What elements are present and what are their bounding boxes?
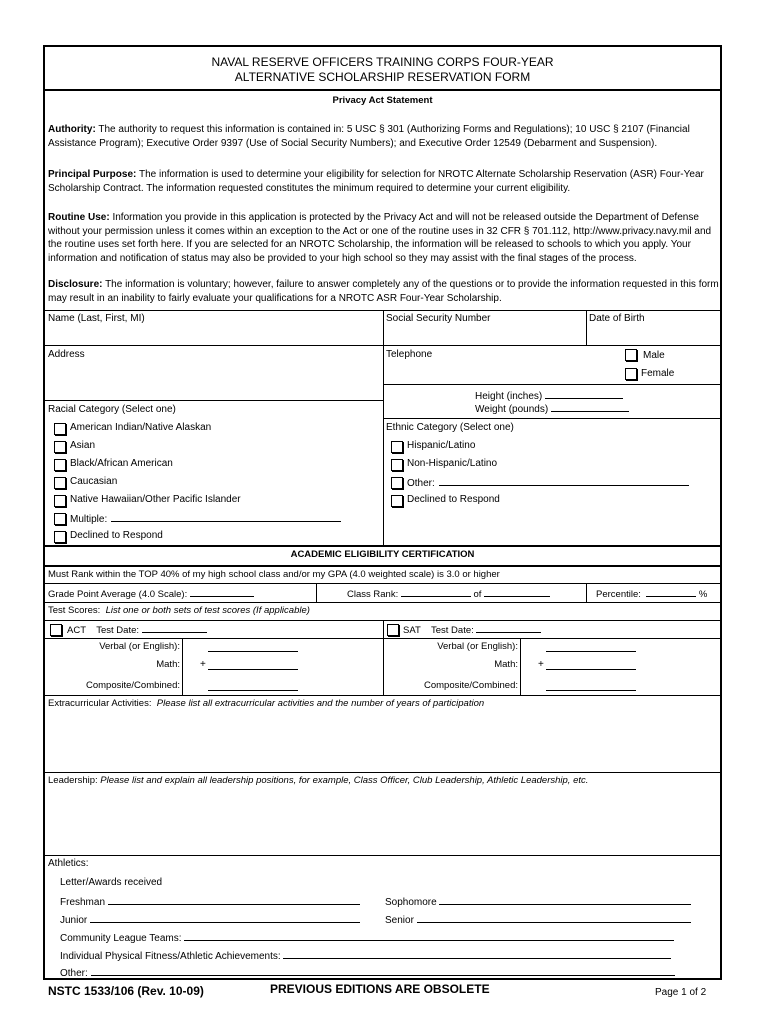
racial-4-checkbox[interactable] [54, 495, 66, 507]
racial-5-checkbox[interactable] [54, 513, 66, 525]
divider [44, 695, 721, 696]
telephone-field[interactable]: Telephone [386, 349, 433, 360]
extracurricular-field[interactable] [48, 698, 484, 709]
sat-checkbox[interactable] [387, 624, 399, 636]
score-input[interactable] [208, 651, 298, 652]
plus-sign: + [200, 659, 206, 670]
purpose-text: The information is used to determine your eligibility for selection for NROTC Alternate Scholarship Reservation (ASR) Four-Year Scholarship Contract. The information requested constitutes the minimum required to determine your current eligibility. [48, 169, 704, 194]
routine-text: Information you provide in this application is protected by the Privacy Act and will not be released outside the Department of Defense without your permission unless it comes within an exception to the Act or one of the routine uses in 32 CFR § 701.112, http://www.privacy.navy.mil and the routine uses set forth here. If you are selected for an NROTC Scholarship, the information will be released to schools to which you apply. Your information and notification of status may also be provided to your high school so they may assist with the final stages of the process. [48, 212, 712, 264]
title-line-2: ALTERNATIVE SCHOLARSHIP RESERVATION FORM [234, 70, 531, 84]
racial-1-label: Asian [70, 440, 96, 451]
ethnic-0-option [407, 440, 475, 451]
name-field[interactable]: Name (Last, First, MI) [48, 313, 145, 324]
score-label: Verbal (or English): [437, 641, 518, 652]
test-date-label: Test Date: [96, 625, 140, 636]
ethnic-0-checkbox[interactable] [391, 441, 403, 453]
academic-heading: ACADEMIC ELIGIBILITY CERTIFICATION [290, 549, 475, 560]
test-scores-label: Test Scores: [48, 605, 101, 616]
racial-2-label: Black/African American [70, 458, 173, 469]
junior-label: Junior [60, 915, 88, 926]
authority-text: The authority to request this information is contained in: 5 USC § 301 (Authorizing Forms and Regulations); 10 USC § 2107 (Financial Assistance Program); Executive Order 9397 (Use of Social Security Numbers); and Executive Order 12549 (Debarment and Suspension). [48, 124, 690, 149]
female-checkbox[interactable] [625, 368, 637, 380]
divider [44, 545, 721, 547]
score-label: Math: [494, 659, 518, 670]
racial-category-label: Racial Category (Select one) [48, 404, 176, 415]
sophomore-field[interactable] [385, 895, 691, 908]
racial-2-option [70, 458, 173, 469]
divider [383, 384, 721, 385]
weight-label: Weight (pounds) [475, 404, 549, 415]
racial-1-checkbox[interactable] [54, 441, 66, 453]
percentile-label: Percentile: [596, 589, 641, 600]
form-title [44, 55, 721, 85]
racial-3-checkbox[interactable] [54, 477, 66, 489]
class-rank-field[interactable] [347, 587, 550, 600]
divider [44, 89, 721, 91]
ethnic-2-label: Other: [407, 478, 435, 489]
rank-requirement: Must Rank within the TOP 40% of my high school class and/or my GPA (4.0 weighted scale) is 3.0 or higher [48, 569, 500, 580]
gpa-label: Grade Point Average (4.0 Scale): [48, 589, 188, 600]
divider [586, 583, 587, 602]
divider [182, 638, 183, 695]
score-label: Composite/Combined: [424, 680, 518, 691]
divider [586, 310, 587, 345]
act-label: ACT [67, 625, 86, 636]
percent-sign: % [698, 589, 708, 600]
community-label: Community League Teams: [60, 933, 182, 944]
freshman-field[interactable] [60, 895, 360, 908]
disclosure-label: Disclosure: [48, 279, 103, 290]
divider [44, 855, 721, 856]
sophomore-label: Sophomore [385, 897, 437, 908]
divider [44, 602, 721, 603]
racial-6-checkbox[interactable] [54, 531, 66, 543]
community-field[interactable] [60, 931, 674, 944]
divider [44, 400, 383, 401]
height-field[interactable] [475, 389, 623, 402]
other-label: Other: [60, 968, 88, 979]
authority-label: Authority: [48, 124, 96, 135]
title-line-1: NAVAL RESERVE OFFICERS TRAINING CORPS FOUR-YEAR [211, 55, 554, 69]
form-number: NSTC 1533/106 (Rev. 10-09) [48, 984, 204, 998]
percentile-field[interactable] [596, 587, 707, 600]
senior-label: Senior [385, 915, 414, 926]
racial-5-label: Multiple: [70, 514, 108, 525]
divider [44, 565, 721, 567]
test-scores-line [48, 605, 310, 616]
ethnic-3-option [407, 494, 500, 505]
racial-5-option [70, 512, 341, 525]
privacy-heading: Privacy Act Statement [332, 95, 433, 106]
divider [44, 583, 721, 584]
racial-0-checkbox[interactable] [54, 423, 66, 435]
plus-sign: + [538, 659, 544, 670]
address-field[interactable]: Address [48, 349, 85, 360]
score-label: Composite/Combined: [86, 680, 180, 691]
divider [44, 772, 721, 773]
leadership-note: Please list and explain all leadership positions, for example, Class Officer, Club Leadership, Athletic Leadership, etc. [100, 775, 589, 786]
divider [383, 418, 721, 419]
ethnic-1-checkbox[interactable] [391, 459, 403, 471]
other-field[interactable] [60, 966, 675, 979]
freshman-label: Freshman [60, 897, 106, 908]
routine-label: Routine Use: [48, 212, 110, 223]
gpa-field[interactable] [48, 587, 254, 600]
dob-field[interactable]: Date of Birth [589, 313, 645, 324]
ethnic-3-checkbox[interactable] [391, 495, 403, 507]
letters-label: Letter/Awards received [60, 877, 163, 888]
ethnic-1-label: Non-Hispanic/Latino [407, 458, 498, 469]
disclosure-text: The information is voluntary; however, failure to answer completely any of the questions or to provide the information requested in this form may result in an inability to fairly evaluate your qualifications for a NROTC ASR Four-Year Scholarship. [48, 279, 719, 304]
junior-field[interactable] [60, 913, 360, 926]
racial-2-checkbox[interactable] [54, 459, 66, 471]
racial-5-input[interactable] [111, 512, 341, 522]
racial-4-option [70, 494, 241, 505]
ssn-field[interactable]: Social Security Number [386, 313, 491, 324]
weight-field[interactable] [475, 402, 629, 415]
fitness-label: Individual Physical Fitness/Athletic Achievements: [60, 951, 281, 962]
purpose-label: Principal Purpose: [48, 169, 137, 180]
ethnic-1-option [407, 458, 497, 469]
extracurricular-note: Please list all extracurricular activities and the number of years of participation [156, 698, 485, 709]
score-input[interactable] [208, 690, 298, 691]
leadership-field[interactable] [48, 775, 588, 786]
score-label: Verbal (or English): [99, 641, 180, 652]
purpose-paragraph [48, 168, 720, 195]
ethnic-0-label: Hispanic/Latino [407, 440, 476, 451]
racial-3-option [70, 476, 117, 487]
male-label: Male [643, 350, 665, 361]
authority-paragraph [48, 123, 720, 150]
routine-paragraph [48, 211, 720, 265]
obsolete-notice: PREVIOUS EDITIONS ARE OBSOLETE [270, 982, 490, 996]
disclosure-paragraph [48, 278, 720, 305]
class-rank-label: Class Rank: [347, 589, 399, 600]
ethnic-category-label: Ethnic Category (Select one) [386, 422, 514, 433]
sat-label: SAT [403, 625, 421, 636]
score-input[interactable] [208, 669, 298, 670]
racial-6-option [70, 530, 163, 541]
senior-field[interactable] [385, 913, 691, 926]
athletics-label: Athletics: [48, 858, 89, 869]
sat-test-date[interactable] [403, 623, 541, 636]
racial-4-label: Native Hawaiian/Other Pacific Islander [70, 494, 241, 505]
ethnic-2-option [407, 476, 689, 489]
of-label: of [473, 589, 482, 600]
male-checkbox[interactable] [625, 349, 637, 361]
ethnic-2-checkbox[interactable] [391, 477, 403, 489]
ethnic-2-input[interactable] [439, 476, 689, 486]
score-input[interactable] [546, 651, 636, 652]
divider [520, 638, 521, 695]
score-label: Math: [156, 659, 180, 670]
divider [44, 345, 721, 346]
score-input[interactable] [546, 669, 636, 670]
test-date-label: Test Date: [431, 625, 474, 636]
score-input[interactable] [546, 690, 636, 691]
extracurricular-label: Extracurricular Activities: [48, 698, 152, 709]
racial-0-option [70, 422, 211, 433]
ethnic-3-label: Declined to Respond [407, 494, 500, 505]
racial-6-label: Declined to Respond [70, 530, 163, 541]
leadership-label: Leadership: [48, 775, 98, 786]
divider [44, 638, 721, 639]
racial-3-label: Caucasian [70, 476, 118, 487]
height-label: Height (inches) [475, 391, 543, 402]
fitness-field[interactable] [60, 949, 671, 962]
act-checkbox[interactable] [50, 624, 62, 636]
test-scores-note: List one or both sets of test scores (If applicable) [105, 605, 310, 616]
act-test-date[interactable] [67, 623, 207, 636]
page-number: Page 1 of 2 [655, 987, 707, 998]
racial-1-option [70, 440, 95, 451]
female-label: Female [641, 368, 675, 379]
divider [316, 583, 317, 602]
racial-0-label: American Indian/Native Alaskan [70, 422, 212, 433]
